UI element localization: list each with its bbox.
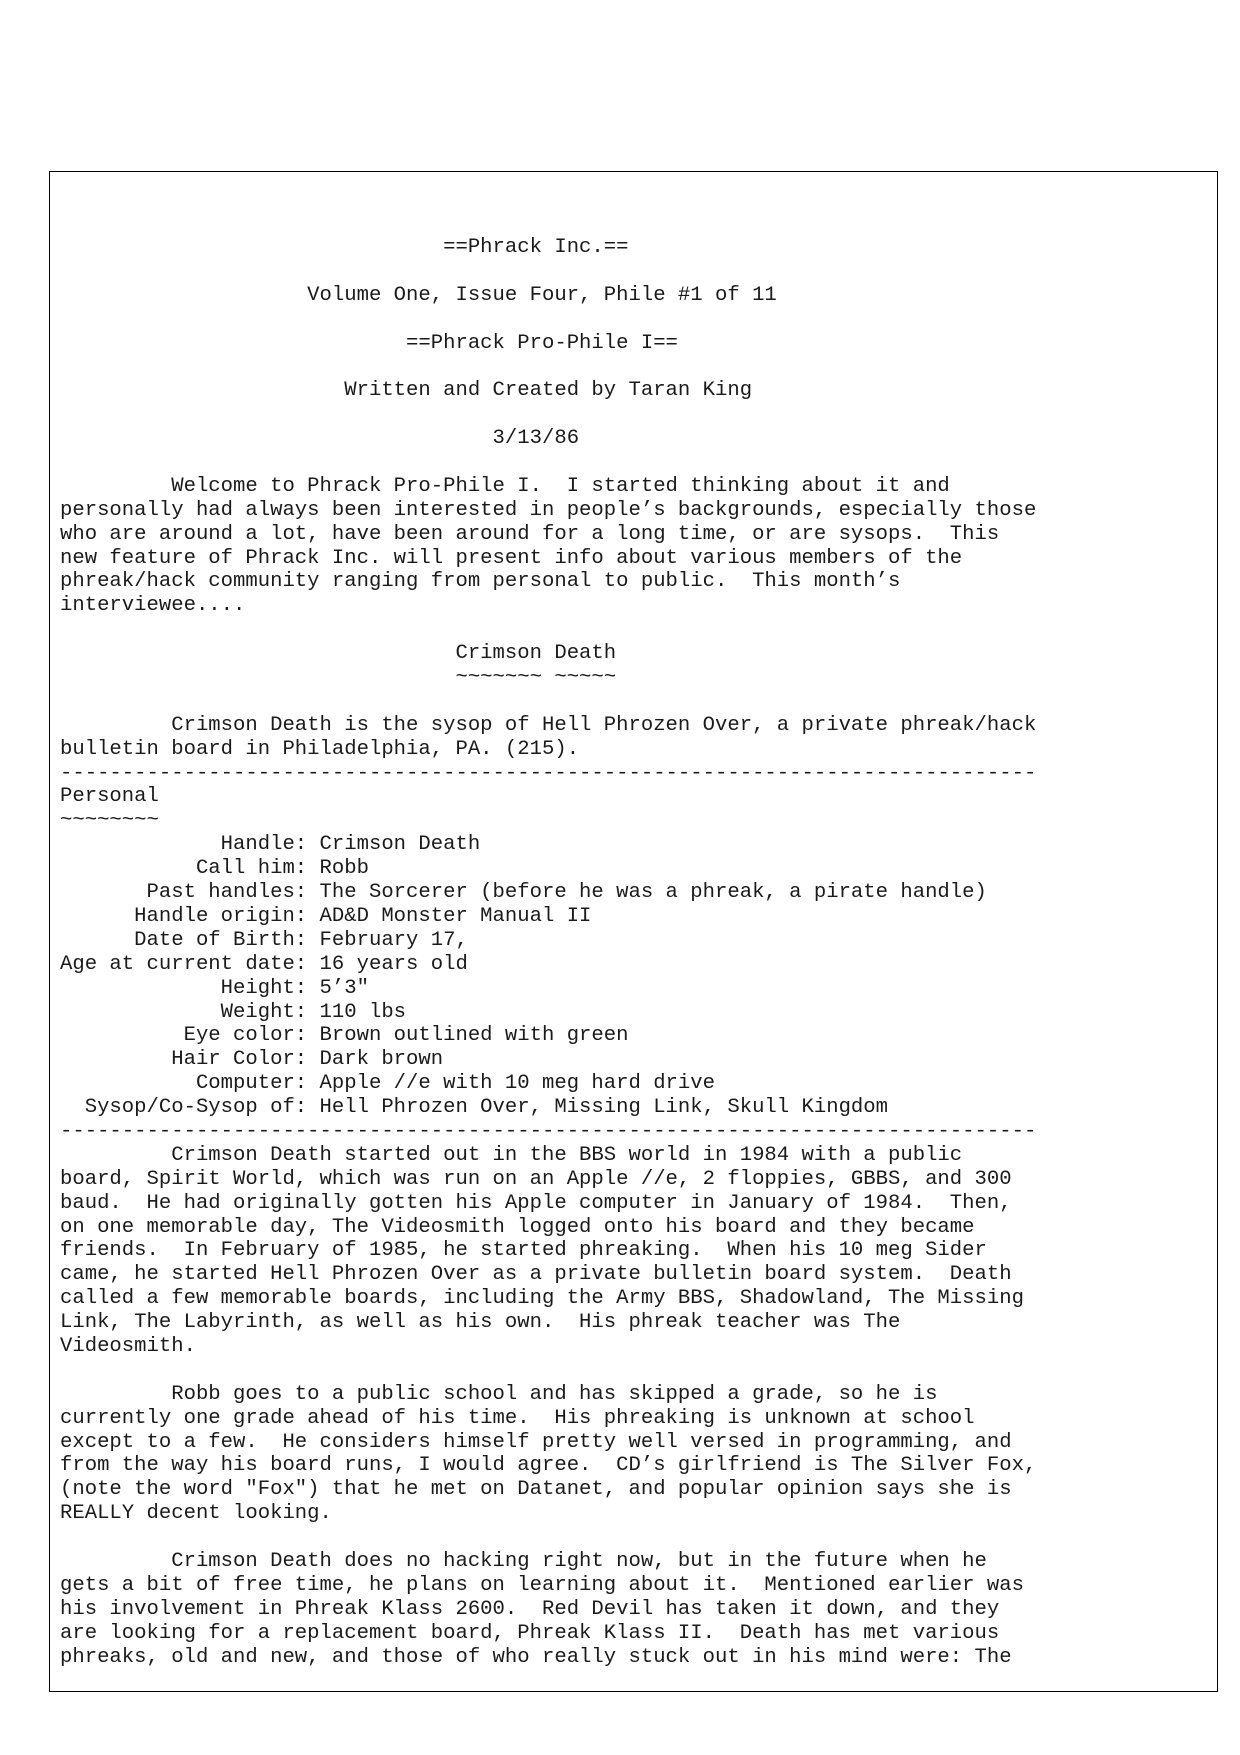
text-line: phreaks, old and new, and those of who really stuck out in his mind were: The [60,1645,1012,1669]
text-line: ==Phrack Inc.== [60,236,629,259]
text-line: Height: 5’3" [60,976,369,1000]
text-line [60,618,1036,642]
text-line [60,1359,1036,1383]
text-line: personally had always been interested in people’s backgrounds, especially those [60,498,1037,522]
text-line: Robb goes to a public school and has skipped a grade, so he is [60,1382,938,1406]
text-line: friends. In February of 1985, he started phreaking. When his 10 meg Sider [60,1239,987,1263]
text-line: interviewee.... [60,594,246,618]
text-line: on one memorable day, The Videosmith logged onto his board and they became [60,1215,975,1239]
text-line: ------------------------------------------------------------------------------- [60,761,1037,785]
text-line: Crimson Death started out in the BBS world in 1984 with a public [60,1143,963,1167]
text-line: phreak/hack community ranging from personal to public. This month’s [60,570,901,594]
text-line [60,403,1036,427]
text-line: ==Phrack Pro-Phile I== [60,331,678,355]
text-line: Hair Color: Dark brown [60,1048,444,1072]
text-line: from the way his board runs, I would agree. CD’s girlfriend is The Silver Fox, [60,1454,1037,1478]
text-line: Weight: 110 lbs [60,1000,407,1024]
text-line: Handle origin: AD&D Monster Manual II [60,904,592,928]
text-line: 3/13/86 [60,427,580,451]
text-line: REALLY decent looking. [60,1502,332,1526]
text-line: ------------------------------------------------------------------------------- [60,1119,1037,1143]
text-line: gets a bit of free time, he plans on learning about it. Mentioned earlier was [60,1573,1024,1597]
text-line: ~~~~~~~ ~~~~~ [60,666,617,690]
text-line: currently one grade ahead of his time. His phreaking is unknown at school [60,1406,975,1430]
text-line: Crimson Death is the sysop of Hell Phrozen Over, a private phreak/hack [60,713,1037,737]
text-line: Welcome to Phrack Pro-Phile I. I started thinking about it and [60,474,950,498]
text-line: called a few memorable boards, including the Army BBS, Shadowland, The Missing [60,1287,1024,1311]
text-line: Sysop/Co-Sysop of: Hell Phrozen Over, Missing Link, Skull Kingdom [60,1096,889,1120]
text-line: bulletin board in Philadelphia, PA. (215). [60,737,580,761]
document-body [60,236,1036,1669]
text-line [60,355,1036,379]
text-line: are looking for a replacement board, Phreak Klass II. Death has met various [60,1621,1000,1645]
text-line [60,1526,1036,1550]
text-line [60,308,1036,332]
text-line: Call him: Robb [60,857,369,881]
text-line: Eye color: Brown outlined with green [60,1024,629,1048]
text-line: Written and Created by Taran King [60,379,753,403]
text-line: Handle: Crimson Death [60,833,481,857]
text-line: Link, The Labyrinth, as well as his own. His phreak teacher was The [60,1311,901,1335]
text-line: Computer: Apple //e with 10 meg hard drive [60,1072,715,1096]
text-line: ~~~~~~~~ [60,809,159,833]
text-line: Past handles: The Sorcerer (before he was a phreak, a pirate handle) [60,881,987,905]
text-line: Volume One, Issue Four, Phile #1 of 11 [60,283,777,307]
text-line: (note the word "Fox") that he met on Datanet, and popular opinion says she is [60,1478,1012,1502]
text-line: his involvement in Phreak Klass 2600. Red Devil has taken it down, and they [60,1597,1000,1621]
text-line: Videosmith. [60,1334,196,1358]
text-line [60,260,1036,284]
text-line: came, he started Hell Phrozen Over as a private bulletin board system. Death [60,1263,1012,1287]
text-line: new feature of Phrack Inc. will present info about various members of the [60,546,963,570]
text-line: Personal [60,785,159,809]
text-line: who are around a lot, have been around for a long time, or are sysops. This [60,522,1000,546]
text-line [60,451,1036,475]
text-line: baud. He had originally gotten his Apple computer in January of 1984. Then, [60,1191,1012,1215]
page-frame [49,171,1218,1692]
text-line [60,690,1036,714]
text-line: Crimson Death [60,642,617,666]
text-line: Age at current date: 16 years old [60,952,468,976]
text-line: board, Spirit World, which was run on an Apple //e, 2 floppies, GBBS, and 300 [60,1167,1012,1191]
text-line: except to a few. He considers himself pretty well versed in programming, and [60,1430,1012,1454]
text-line: Crimson Death does no hacking right now, but in the future when he [60,1549,987,1573]
text-line: Date of Birth: February 17, [60,928,468,952]
